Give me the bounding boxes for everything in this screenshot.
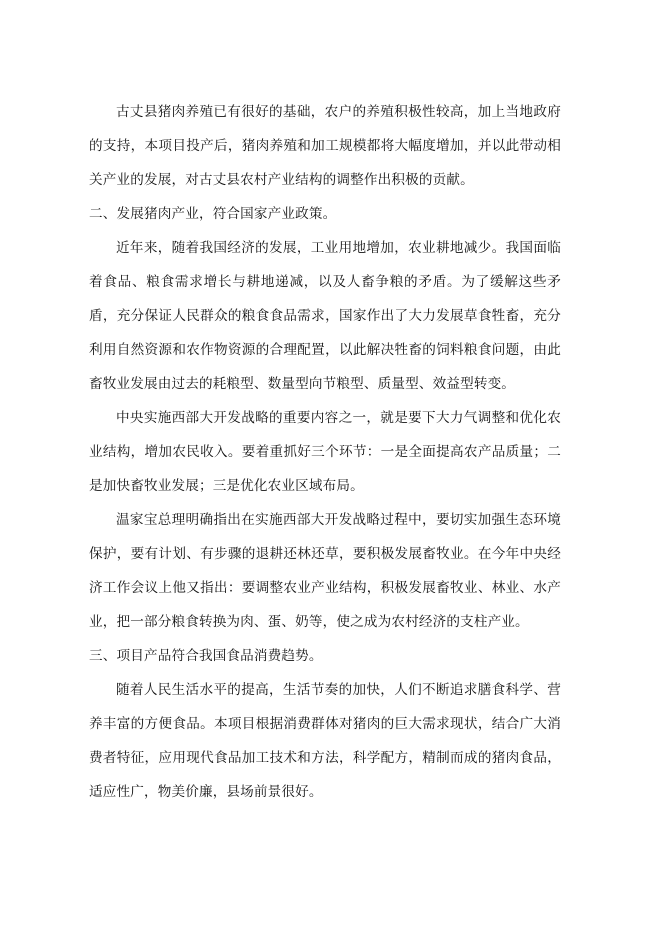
section-heading-2: 二、发展猪肉产业，符合国家产业政策。 bbox=[89, 206, 337, 222]
paragraph-consumption-trend: 随着人民生活水平的提高，生活节奏的加快，人们不断追求膳食科学、营养丰富的方便食品。本项目根据消费群体对猪肉的巨大需求现状，结合广大消费者特征，应用现代食品加工技术和方法，科学配方，精制而成的猪肉食品，适应性广，物美价廉，县场前景很好。 bbox=[89, 682, 561, 800]
section-heading-3: 三、项目产品符合我国食品消费趋势。 bbox=[89, 648, 323, 664]
paragraph-county-pork-basis: 古丈县猪肉养殖已有很好的基础，农户的养殖积极性较高，加上当地政府的支持，本项目投产后，猪肉养殖和加工规模都将大幅度增加，并以此带动相关产业的发展，对古丈县农村产业结构的调整作出积极的贡献。 bbox=[89, 104, 561, 188]
document-body bbox=[89, 95, 561, 809]
paragraph-premier-wen: 温家宝总理明确指出在实施西部大开发战略过程中，要切实加强生态环境保护，要有计划、有步骤的退耕还林还草，要积极发展畜牧业。在今年中央经济工作会议上他又指出：要调整农业产业结构，积极发展畜牧业、林业、水产业，把一部分粮食转换为肉、蛋、奶等，使之成为农村经济的支柱产业。 bbox=[89, 512, 561, 630]
paragraph-western-development: 中央实施西部大开发战略的重要内容之一，就是要下大力气调整和优化农业结构，增加农民收入。要着重抓好三个环节：一是全面提高农产品质量；二是加快畜牧业发展；三是优化农业区域布局。 bbox=[89, 410, 561, 494]
paragraph-recent-years: 近年来，随着我国经济的发展，工业用地增加，农业耕地减少。我国面临着食品、粮食需求增长与耕地递减，以及人畜争粮的矛盾。为了缓解这些矛盾，充分保证人民群众的粮食食品需求，国家作出了大力发展草食牲畜，充分利用自然资源和农作物资源的合理配置，以此解决牲畜的饲料粮食问题，由此畜牧业发展由过去的耗粮型、数量型向节粮型、质量型、效益型转变。 bbox=[89, 240, 561, 392]
